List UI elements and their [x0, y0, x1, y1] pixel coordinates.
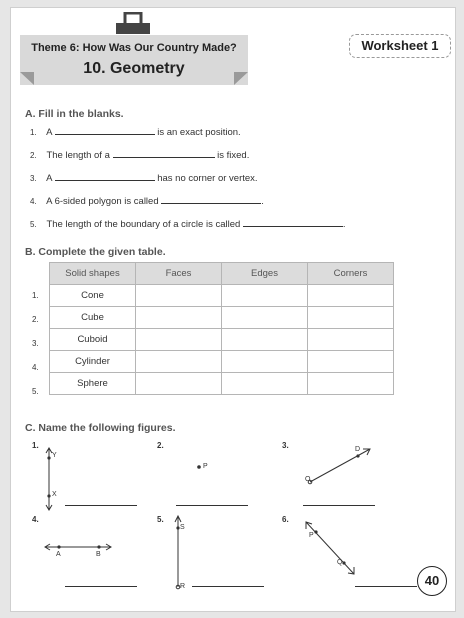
answer-line-fig6[interactable]: [355, 586, 417, 587]
corners-cell[interactable]: [308, 351, 394, 373]
corners-cell[interactable]: [308, 329, 394, 351]
blank-item-5: 5. The length of the boundary of a circle is called .: [30, 219, 346, 230]
blank-item-4: 4. A 6-sided polygon is called .: [30, 196, 264, 207]
answer-line-fig3[interactable]: [303, 505, 375, 506]
row-number-1: 1.: [32, 291, 39, 300]
point-label-p2: P: [309, 532, 314, 539]
binder-clip-icon: [116, 12, 150, 34]
figure-number-2: 2.: [157, 441, 164, 450]
table-row: [50, 351, 394, 373]
row-number-4: 4.: [32, 363, 39, 372]
corners-cell[interactable]: [308, 285, 394, 307]
answer-blank-2[interactable]: [113, 149, 215, 158]
answer-blank-1[interactable]: [55, 126, 155, 135]
point-label-a: A: [56, 551, 61, 558]
point-label-b: B: [96, 551, 101, 558]
header-faces: Faces: [136, 263, 222, 285]
solids-table: [49, 262, 394, 395]
answer-blank-5[interactable]: [243, 218, 343, 227]
shape-cell: Sphere: [50, 373, 136, 395]
shape-cell: Cone: [50, 285, 136, 307]
point-label-x: X: [52, 491, 57, 498]
point-label-o: O: [305, 476, 311, 483]
answer-blank-3[interactable]: [55, 172, 155, 181]
answer-line-fig2[interactable]: [176, 505, 248, 506]
point-label-d: D: [355, 446, 361, 453]
edges-cell[interactable]: [222, 351, 308, 373]
header-edges: Edges: [222, 263, 308, 285]
point-label-p: P: [203, 463, 208, 470]
figure-ray-od: [300, 442, 380, 492]
figure-number-5: 5.: [157, 515, 164, 524]
table-row: [50, 285, 394, 307]
point-label-y: Y: [52, 452, 57, 459]
figure-number-1: 1.: [32, 441, 39, 450]
page-number: 40: [417, 566, 447, 596]
section-c-title: C. Name the following figures.: [25, 422, 176, 434]
worksheet-label: Worksheet 1: [349, 34, 451, 58]
row-number-2: 2.: [32, 315, 39, 324]
shape-cell: Cube: [50, 307, 136, 329]
edges-cell[interactable]: [222, 307, 308, 329]
corners-cell[interactable]: [308, 307, 394, 329]
point-label-q: Q: [337, 559, 343, 566]
header-corners: Corners: [308, 263, 394, 285]
table-row: [50, 373, 394, 395]
shape-cell: Cuboid: [50, 329, 136, 351]
figure-line-pq: [300, 518, 360, 578]
figure-number-3: 3.: [282, 441, 289, 450]
faces-cell[interactable]: [136, 373, 222, 395]
answer-line-fig4[interactable]: [65, 586, 137, 587]
figure-number-4: 4.: [32, 515, 39, 524]
section-a-title: A. Fill in the blanks.: [25, 108, 124, 120]
answer-line-fig5[interactable]: [192, 586, 264, 587]
header-solid-shapes: Solid shapes: [50, 263, 136, 285]
table-row: [50, 329, 394, 351]
faces-cell[interactable]: [136, 307, 222, 329]
shape-cell: Cylinder: [50, 351, 136, 373]
theme-title: Theme 6: How Was Our Country Made?: [31, 42, 237, 54]
row-number-5: 5.: [32, 387, 39, 396]
row-number-3: 3.: [32, 339, 39, 348]
figure-point-p: [195, 463, 203, 471]
edges-cell[interactable]: [222, 373, 308, 395]
title-banner: [20, 35, 248, 85]
point-label-s: S: [180, 524, 185, 531]
edges-cell[interactable]: [222, 329, 308, 351]
faces-cell[interactable]: [136, 329, 222, 351]
banner-fold-left: [20, 72, 34, 85]
edges-cell[interactable]: [222, 285, 308, 307]
chapter-title: 10. Geometry: [83, 60, 185, 77]
banner-fold-right: [234, 72, 248, 85]
blank-item-3: 3. A has no corner or vertex.: [30, 173, 258, 184]
faces-cell[interactable]: [136, 285, 222, 307]
figure-line-ab: [42, 540, 114, 554]
point-label-r: R: [180, 583, 186, 590]
figure-number-6: 6.: [282, 515, 289, 524]
answer-line-fig1[interactable]: [65, 505, 137, 506]
blank-item-2: 2. The length of a is fixed.: [30, 150, 250, 161]
table-row: [50, 307, 394, 329]
blank-item-1: 1. A is an exact position.: [30, 127, 241, 138]
table-header-row: [50, 263, 394, 285]
answer-blank-4[interactable]: [161, 195, 261, 204]
corners-cell[interactable]: [308, 373, 394, 395]
section-b-title: B. Complete the given table.: [25, 246, 166, 258]
faces-cell[interactable]: [136, 351, 222, 373]
